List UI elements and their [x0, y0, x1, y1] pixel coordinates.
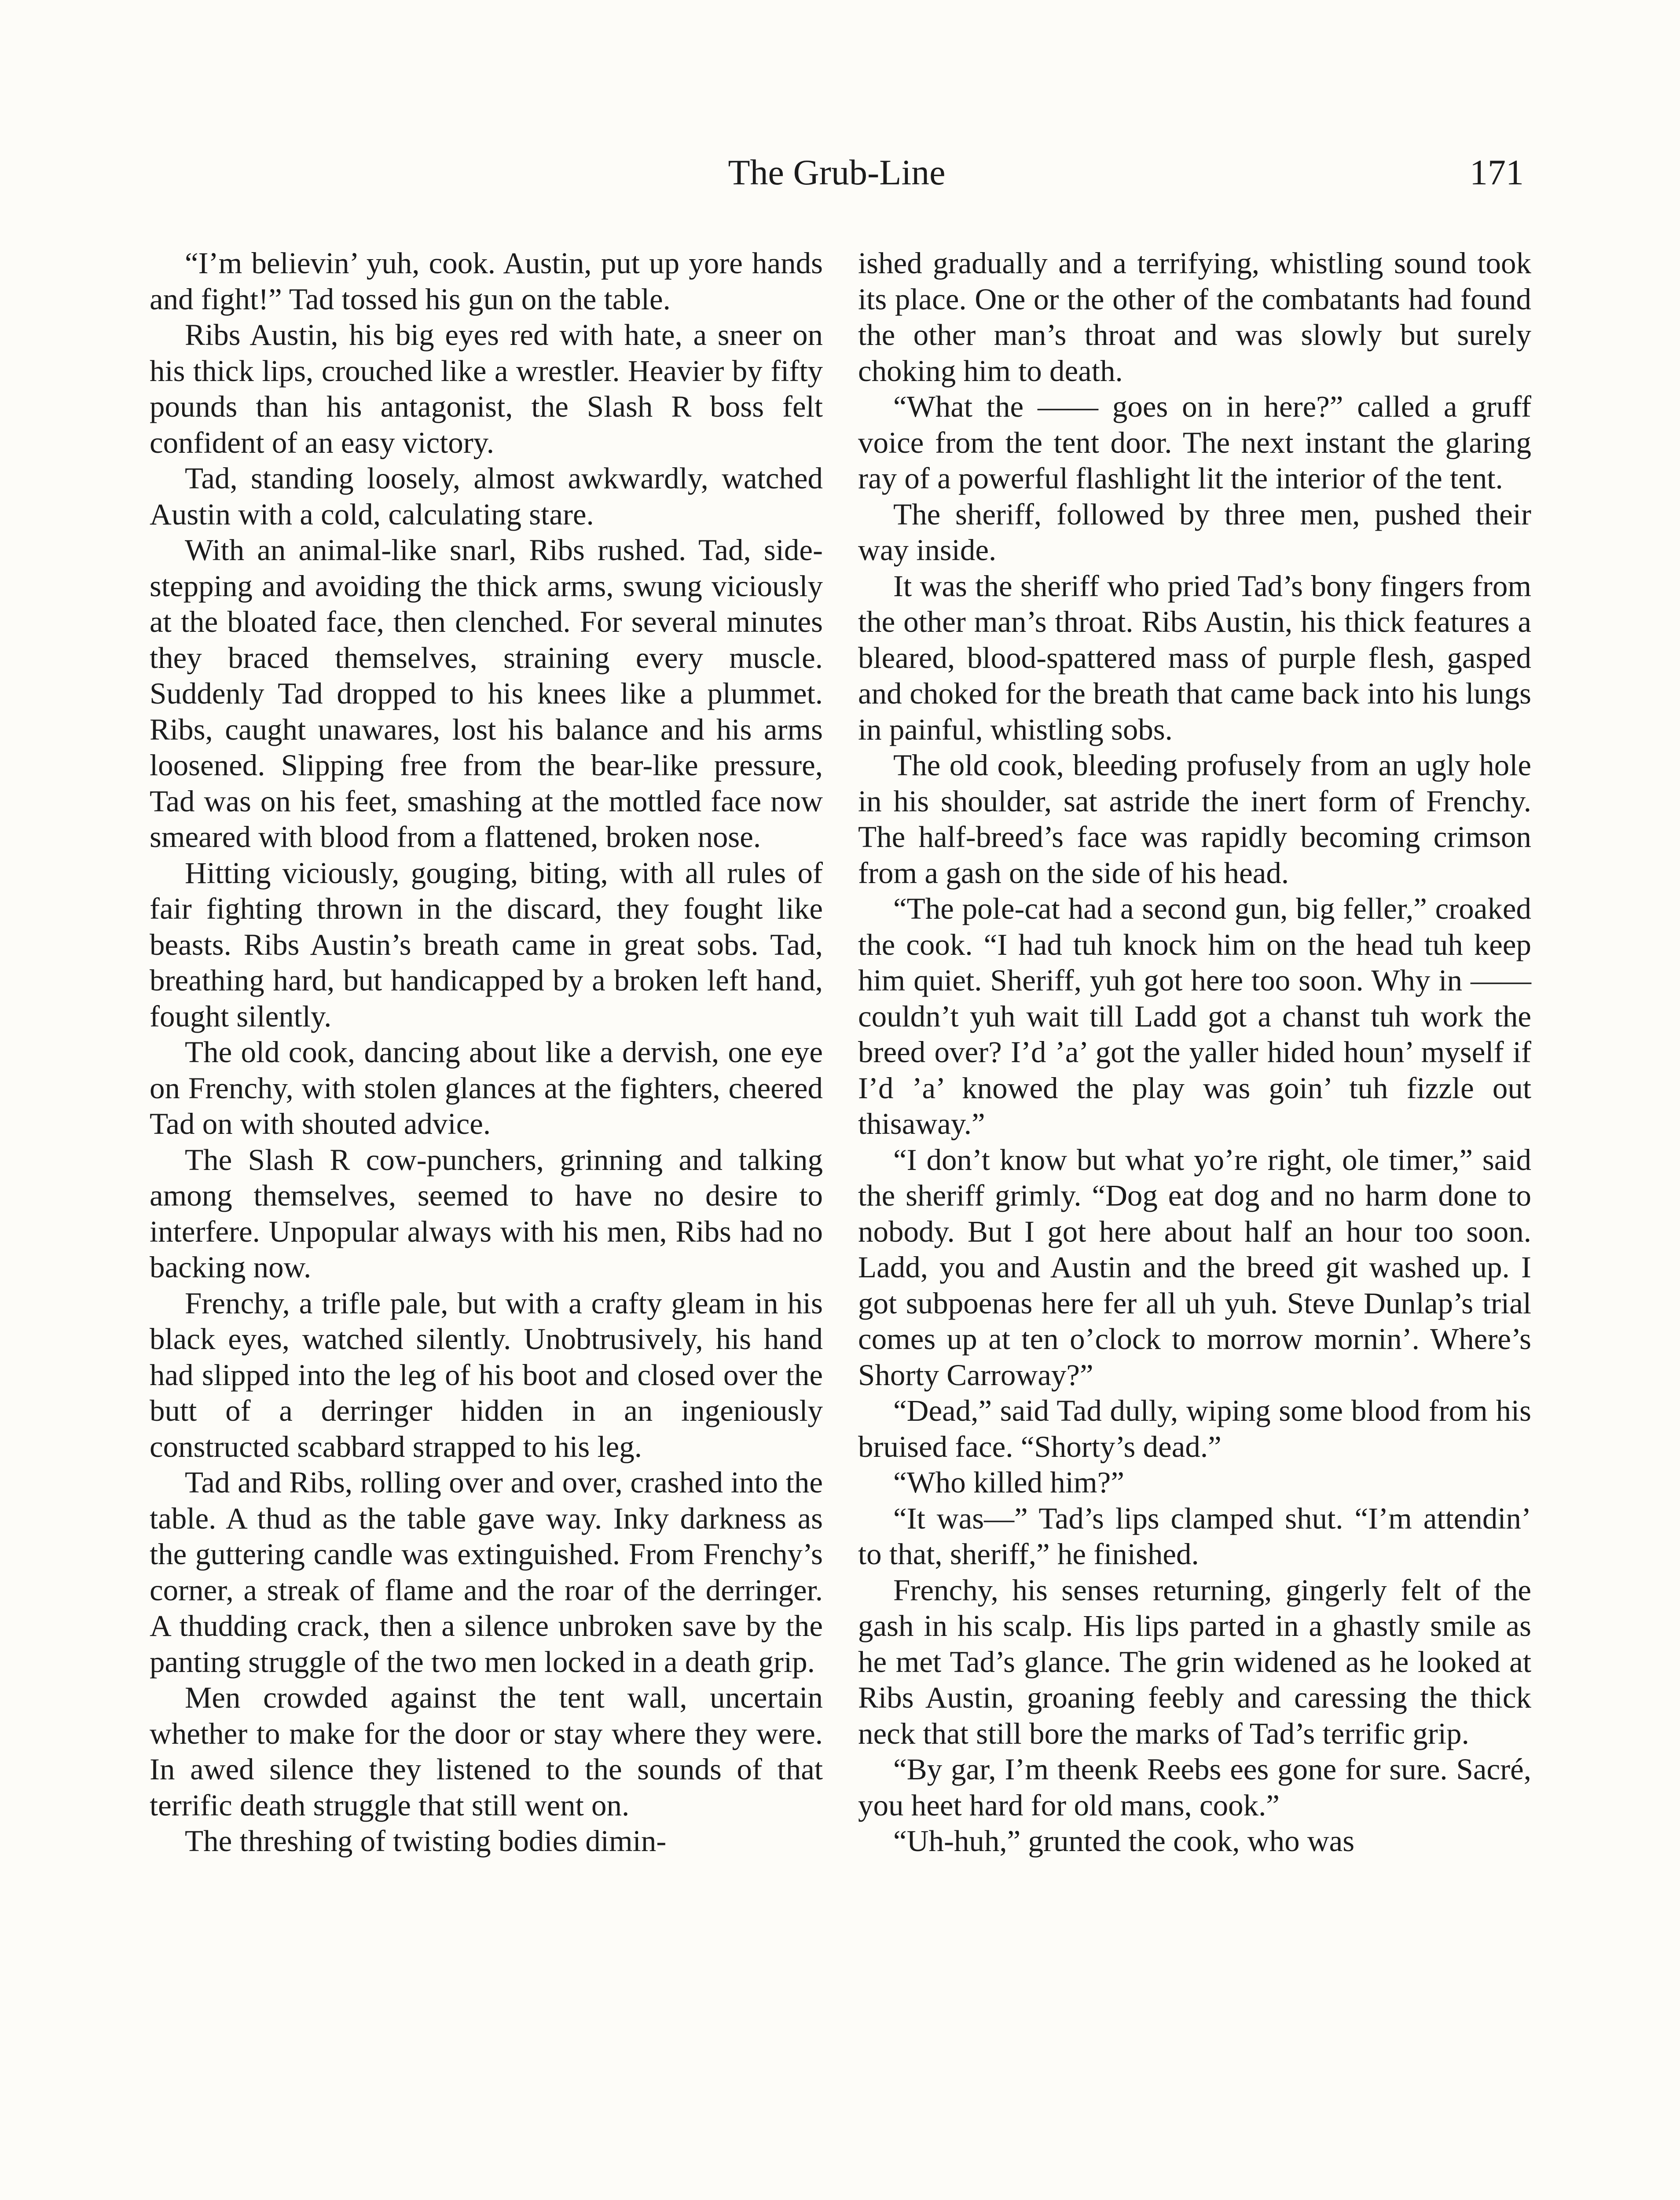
paragraph: With an animal-like snarl, Ribs rushed. Tad, side-stepping and avoiding the thick arms, swung viciously at the bloated face, then clenched. For several minutes they braced themselves, straining every muscle. Suddenly Tad dropped to his knees like a plummet. Ribs, caught unawares, lost his balance and his arms loosened. Slipping free from the bear-like pressure, Tad was on his feet, smashing at the mottled face now smeared with blood from a flattened, broken nose. [150, 533, 823, 854]
paragraph: “Uh-huh,” grunted the cook, who was [893, 1824, 1355, 1858]
paragraph: “What the —— goes on in here?” called a gruff voice from the tent door. The next instant the glaring ray of a powerful flashlight lit the interior of the tent. [858, 390, 1531, 495]
paragraph: “The pole-cat had a second gun, big feller,” croaked the cook. “I had tuh knock him on the head tuh keep him quiet. Sheriff, yuh got here too soon. Why in —— couldn’t yuh wait till Ladd got a chanst tuh work the breed over? I’d ’a’ got the yaller hided houn’ myself if I’d ’a’ knowed the play was goin’ tuh fizzle out thisaway.” [858, 892, 1531, 1140]
paragraph: “It was—” Tad’s lips clamped shut. “I’m attendin’ to that, sheriff,” he finished. [858, 1501, 1531, 1571]
paragraph: The old cook, dancing about like a dervish, one eye on Frenchy, with stolen glances at the fighters, cheered Tad on with shouted advice. [150, 1035, 823, 1140]
paragraph: Tad, standing loosely, almost awkwardly, watched Austin with a cold, calculating stare. [150, 462, 823, 531]
paragraph: “By gar, I’m theenk Reebs ees gone for sure. Sacré, you heet hard for old mans, cook.” [858, 1753, 1531, 1822]
paragraph-continuation: ished gradually and a terrifying, whistling sound took its place. One or the other of the combatants had found the other man’s throat and was slowly but surely choking him to death. [858, 246, 1531, 388]
paragraph: “I don’t know but what yo’re right, ole timer,” said the sheriff grimly. “Dog eat dog and no harm done to nobody. But I got here about half an hour too soon. Ladd, you and Austin and the breed git washed up. I got subpoenas here fer all uh yuh. Steve Dunlap’s trial comes up at ten o’clock to morrow mornin’. Where’s Shorty Carroway?” [858, 1143, 1531, 1392]
paragraph: “Who killed him?” [893, 1466, 1124, 1499]
paragraph: Hitting viciously, gouging, biting, with all rules of fair fighting thrown in the discard, they fought like beasts. Ribs Austin’s breath came in great sobs. Tad, breathing hard, but handicapped by a broken left hand, fought silently. [150, 856, 823, 1033]
paragraph: Men crowded against the tent wall, uncertain whether to make for the door or stay where they were. In awed silence they listened to the sounds of that terrific death struggle that still went on. [150, 1681, 823, 1822]
paragraph: Ribs Austin, his big eyes red with hate, a sneer on his thick lips, crouched like a wrestler. Heavier by fifty pounds than his antagonist, the Slash R boss felt confident of an easy victory. [150, 318, 823, 459]
left-column [150, 246, 823, 1859]
paragraph: The threshing of twisting bodies dimin- [185, 1824, 667, 1858]
paragraph: The sheriff, followed by three men, pushed their way inside. [858, 497, 1531, 567]
paragraph: “Dead,” said Tad dully, wiping some blood from his bruised face. “Shorty’s dead.” [858, 1394, 1531, 1463]
paragraph: The Slash R cow-punchers, grinning and talking among themselves, seemed to have no desire to interfere. Unpopular always with his men, Ribs had no backing now. [150, 1143, 823, 1284]
paragraph: It was the sheriff who pried Tad’s bony fingers from the other man’s throat. Ribs Austin, his thick features a bleared, blood-spattered mass of purple flesh, gasped and choked for the breath that came back into his lungs in painful, whistling sobs. [858, 569, 1531, 746]
paragraph: Tad and Ribs, rolling over and over, crashed into the table. A thud as the table gave way. Inky darkness as the guttering candle was extinguished. From Frenchy’s corner, a streak of flame and the roar of the derringer. A thudding crack, then a silence unbroken save by the panting struggle of the two men locked in a death grip. [150, 1466, 823, 1679]
paragraph: Frenchy, a trifle pale, but with a crafty gleam in his black eyes, watched silently. Unobtrusively, his hand had slipped into the leg of his boot and closed over the butt of a derringer hidden in an ingeniously constructed scabbard strapped to his leg. [150, 1286, 823, 1463]
page-header [150, 152, 1524, 205]
running-title: The Grub-Line [728, 152, 946, 192]
right-column [858, 246, 1531, 1859]
paragraph: Frenchy, his senses returning, gingerly felt of the gash in his scalp. His lips parted in a ghastly smile as he met Tad’s glance. The grin widened as he looked at Ribs Austin, groaning feebly and caressing the thick neck that still bore the marks of Tad’s terrific grip. [858, 1573, 1531, 1750]
paragraph: “I’m believin’ yuh, cook. Austin, put up yore hands and fight!” Tad tossed his gun on the table. [150, 246, 823, 316]
paragraph: The old cook, bleeding profusely from an ugly hole in his shoulder, sat astride the inert form of Frenchy. The half-breed’s face was rapidly becoming crimson from a gash on the side of his head. [858, 748, 1531, 890]
page-number: 171 [1470, 152, 1524, 192]
